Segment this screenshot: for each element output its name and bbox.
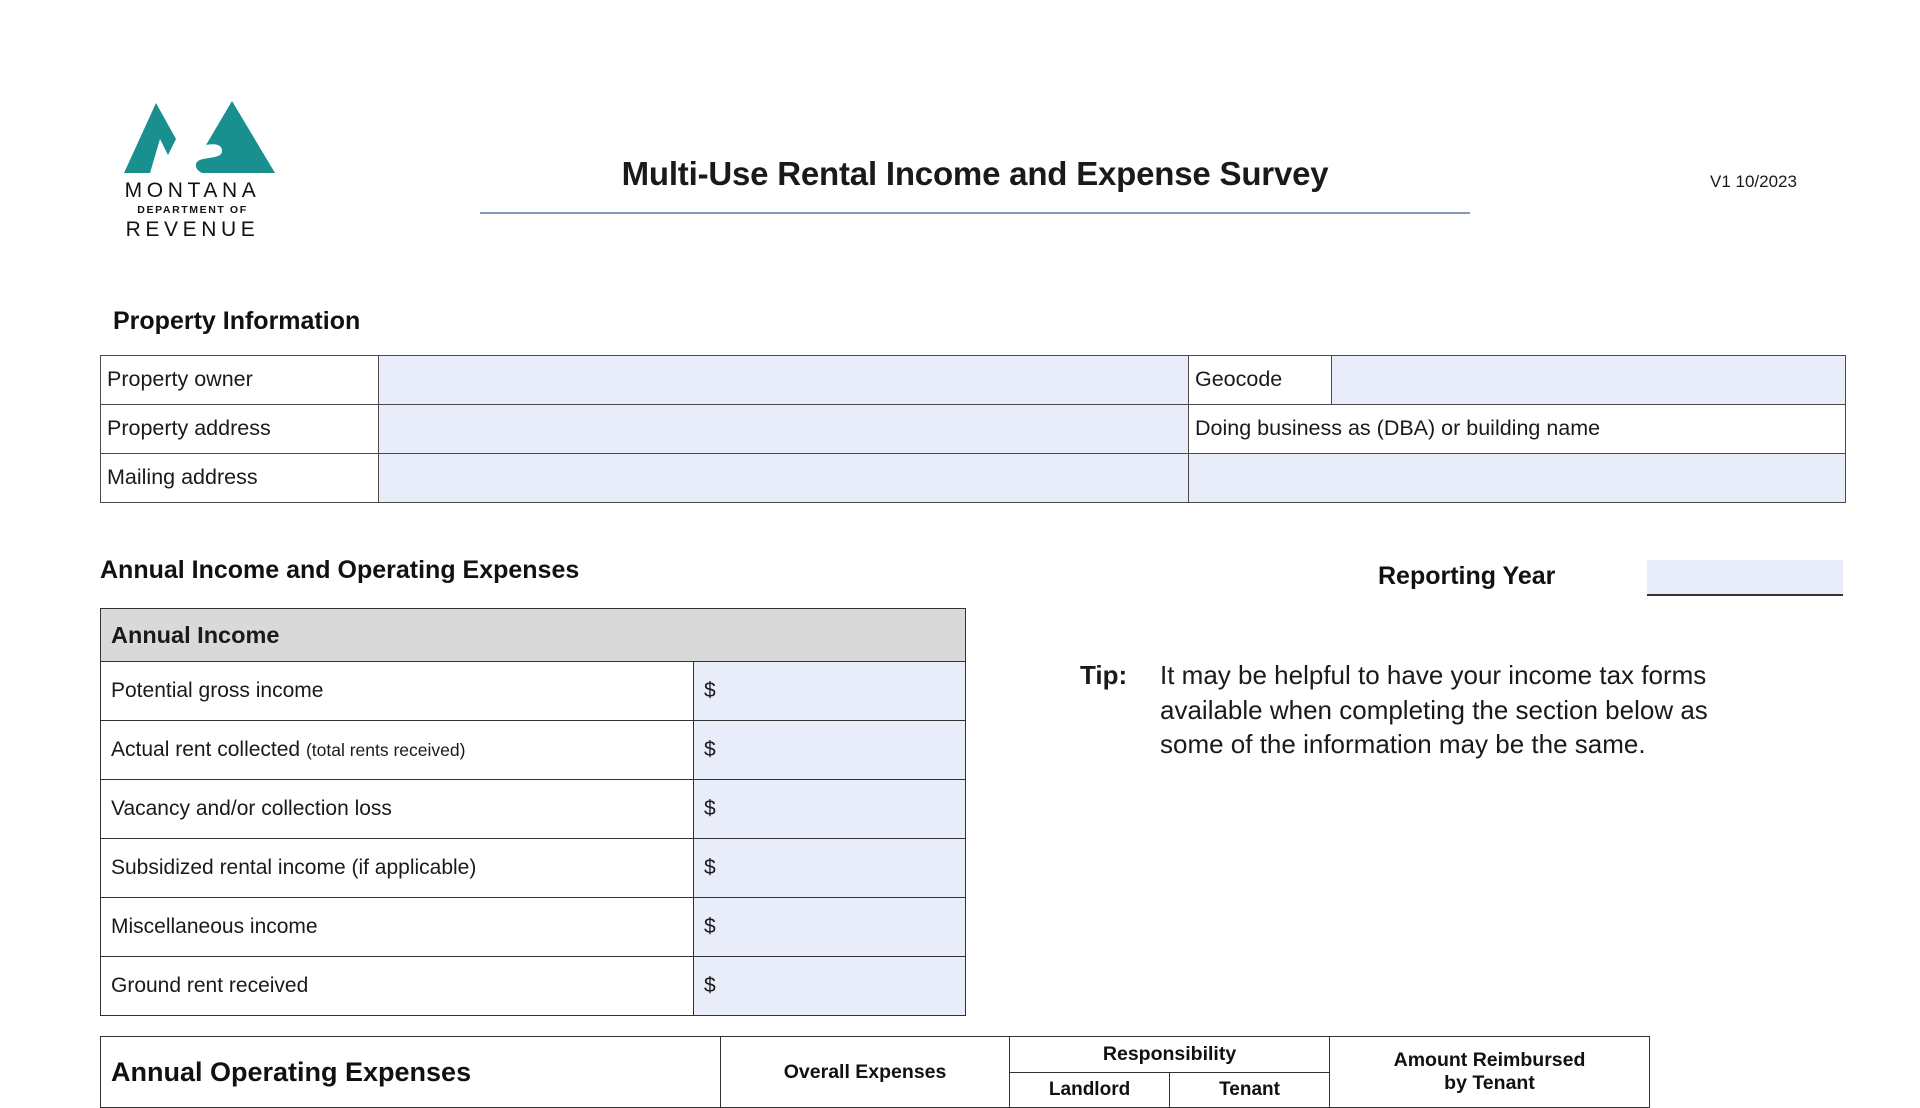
col-amount-reimbursed [1330,1037,1650,1108]
col-landlord: Landlord [1010,1073,1170,1108]
annual-operating-expenses-table [100,1036,1650,1108]
input-actual-rent-collected[interactable]: $ [694,721,966,780]
title-divider [480,212,1470,214]
annual-income-table [100,608,966,1016]
input-subsidized-rental-income[interactable]: $ [694,839,966,898]
logo-text-revenue: REVENUE [125,218,260,241]
annual-income-header: Annual Income [101,609,966,662]
version-label: V1 10/2023 [1710,172,1797,191]
geocode-label: Geocode [1189,356,1332,405]
logo-text-montana: MONTANA [124,179,261,202]
label-subtext: (total rents received) [305,740,466,760]
mailing-address-input[interactable] [379,454,1189,503]
row-label-potential-gross-income [101,662,694,721]
table-row [101,780,966,839]
label-text: Subsidized rental income (if applicable) [111,856,477,879]
input-miscellaneous-income[interactable]: $ [694,898,966,957]
col-responsibility: Responsibility [1010,1037,1330,1073]
label-text: Vacancy and/or collection loss [111,797,392,820]
property-address-input[interactable] [379,405,1189,454]
row-label-subsidized-rental-income [101,839,694,898]
geocode-input[interactable] [1332,356,1846,405]
mailing-address-label: Mailing address [101,454,379,503]
table-row [101,405,1846,454]
input-vacancy-collection-loss[interactable]: $ [694,780,966,839]
table-row [101,721,966,780]
dba-input[interactable] [1189,454,1846,503]
document-header [0,0,1920,270]
reporting-year-input[interactable] [1647,560,1843,596]
row-label-miscellaneous-income [101,898,694,957]
label-text: Actual rent collected [111,738,306,761]
row-label-vacancy-collection-loss [101,780,694,839]
property-owner-input[interactable] [379,356,1189,405]
property-information-table [100,355,1846,503]
logo-text-department: DEPARTMENT OF [137,204,248,216]
table-row [101,839,966,898]
expenses-title: Annual Operating Expenses [101,1037,721,1108]
table-row [101,454,1846,503]
table-header-row [101,609,966,662]
table-row [101,898,966,957]
property-address-label: Property address [101,405,379,454]
tip-label: Tip: [1080,660,1128,690]
col-tenant: Tenant [1170,1073,1330,1108]
table-row [101,662,966,721]
property-owner-label: Property owner [101,356,379,405]
annual-income-expenses-heading: Annual Income and Operating Expenses [100,556,580,584]
tip-text: It may be helpful to have your income tax forms available when completing the section below as some of the information may be the same. [1160,660,1708,760]
row-label-actual-rent-collected [101,721,694,780]
table-header-row [101,1037,1650,1073]
row-label-ground-rent-received [101,957,694,1016]
page-title: Multi-Use Rental Income and Expense Survey [621,155,1329,192]
label-text: Miscellaneous income [111,915,318,938]
col-overall-expenses: Overall Expenses [721,1037,1010,1108]
input-potential-gross-income[interactable]: $ [694,662,966,721]
input-ground-rent-received[interactable]: $ [694,957,966,1016]
reporting-year-label: Reporting Year [1378,562,1556,590]
col-amount-reimbursed-line1: Amount Reimbursed [1393,1049,1586,1071]
label-text: Ground rent received [111,974,309,997]
col-amount-reimbursed-line2: by Tenant [1444,1072,1535,1094]
table-row [101,356,1846,405]
table-row [101,957,966,1016]
property-information-heading: Property Information [113,307,361,335]
dba-label: Doing business as (DBA) or building name [1189,405,1846,454]
mountain-logo-icon [110,95,275,175]
tip-callout [1080,658,1720,762]
montana-dor-logo [100,95,285,242]
label-text: Potential gross income [111,679,324,702]
